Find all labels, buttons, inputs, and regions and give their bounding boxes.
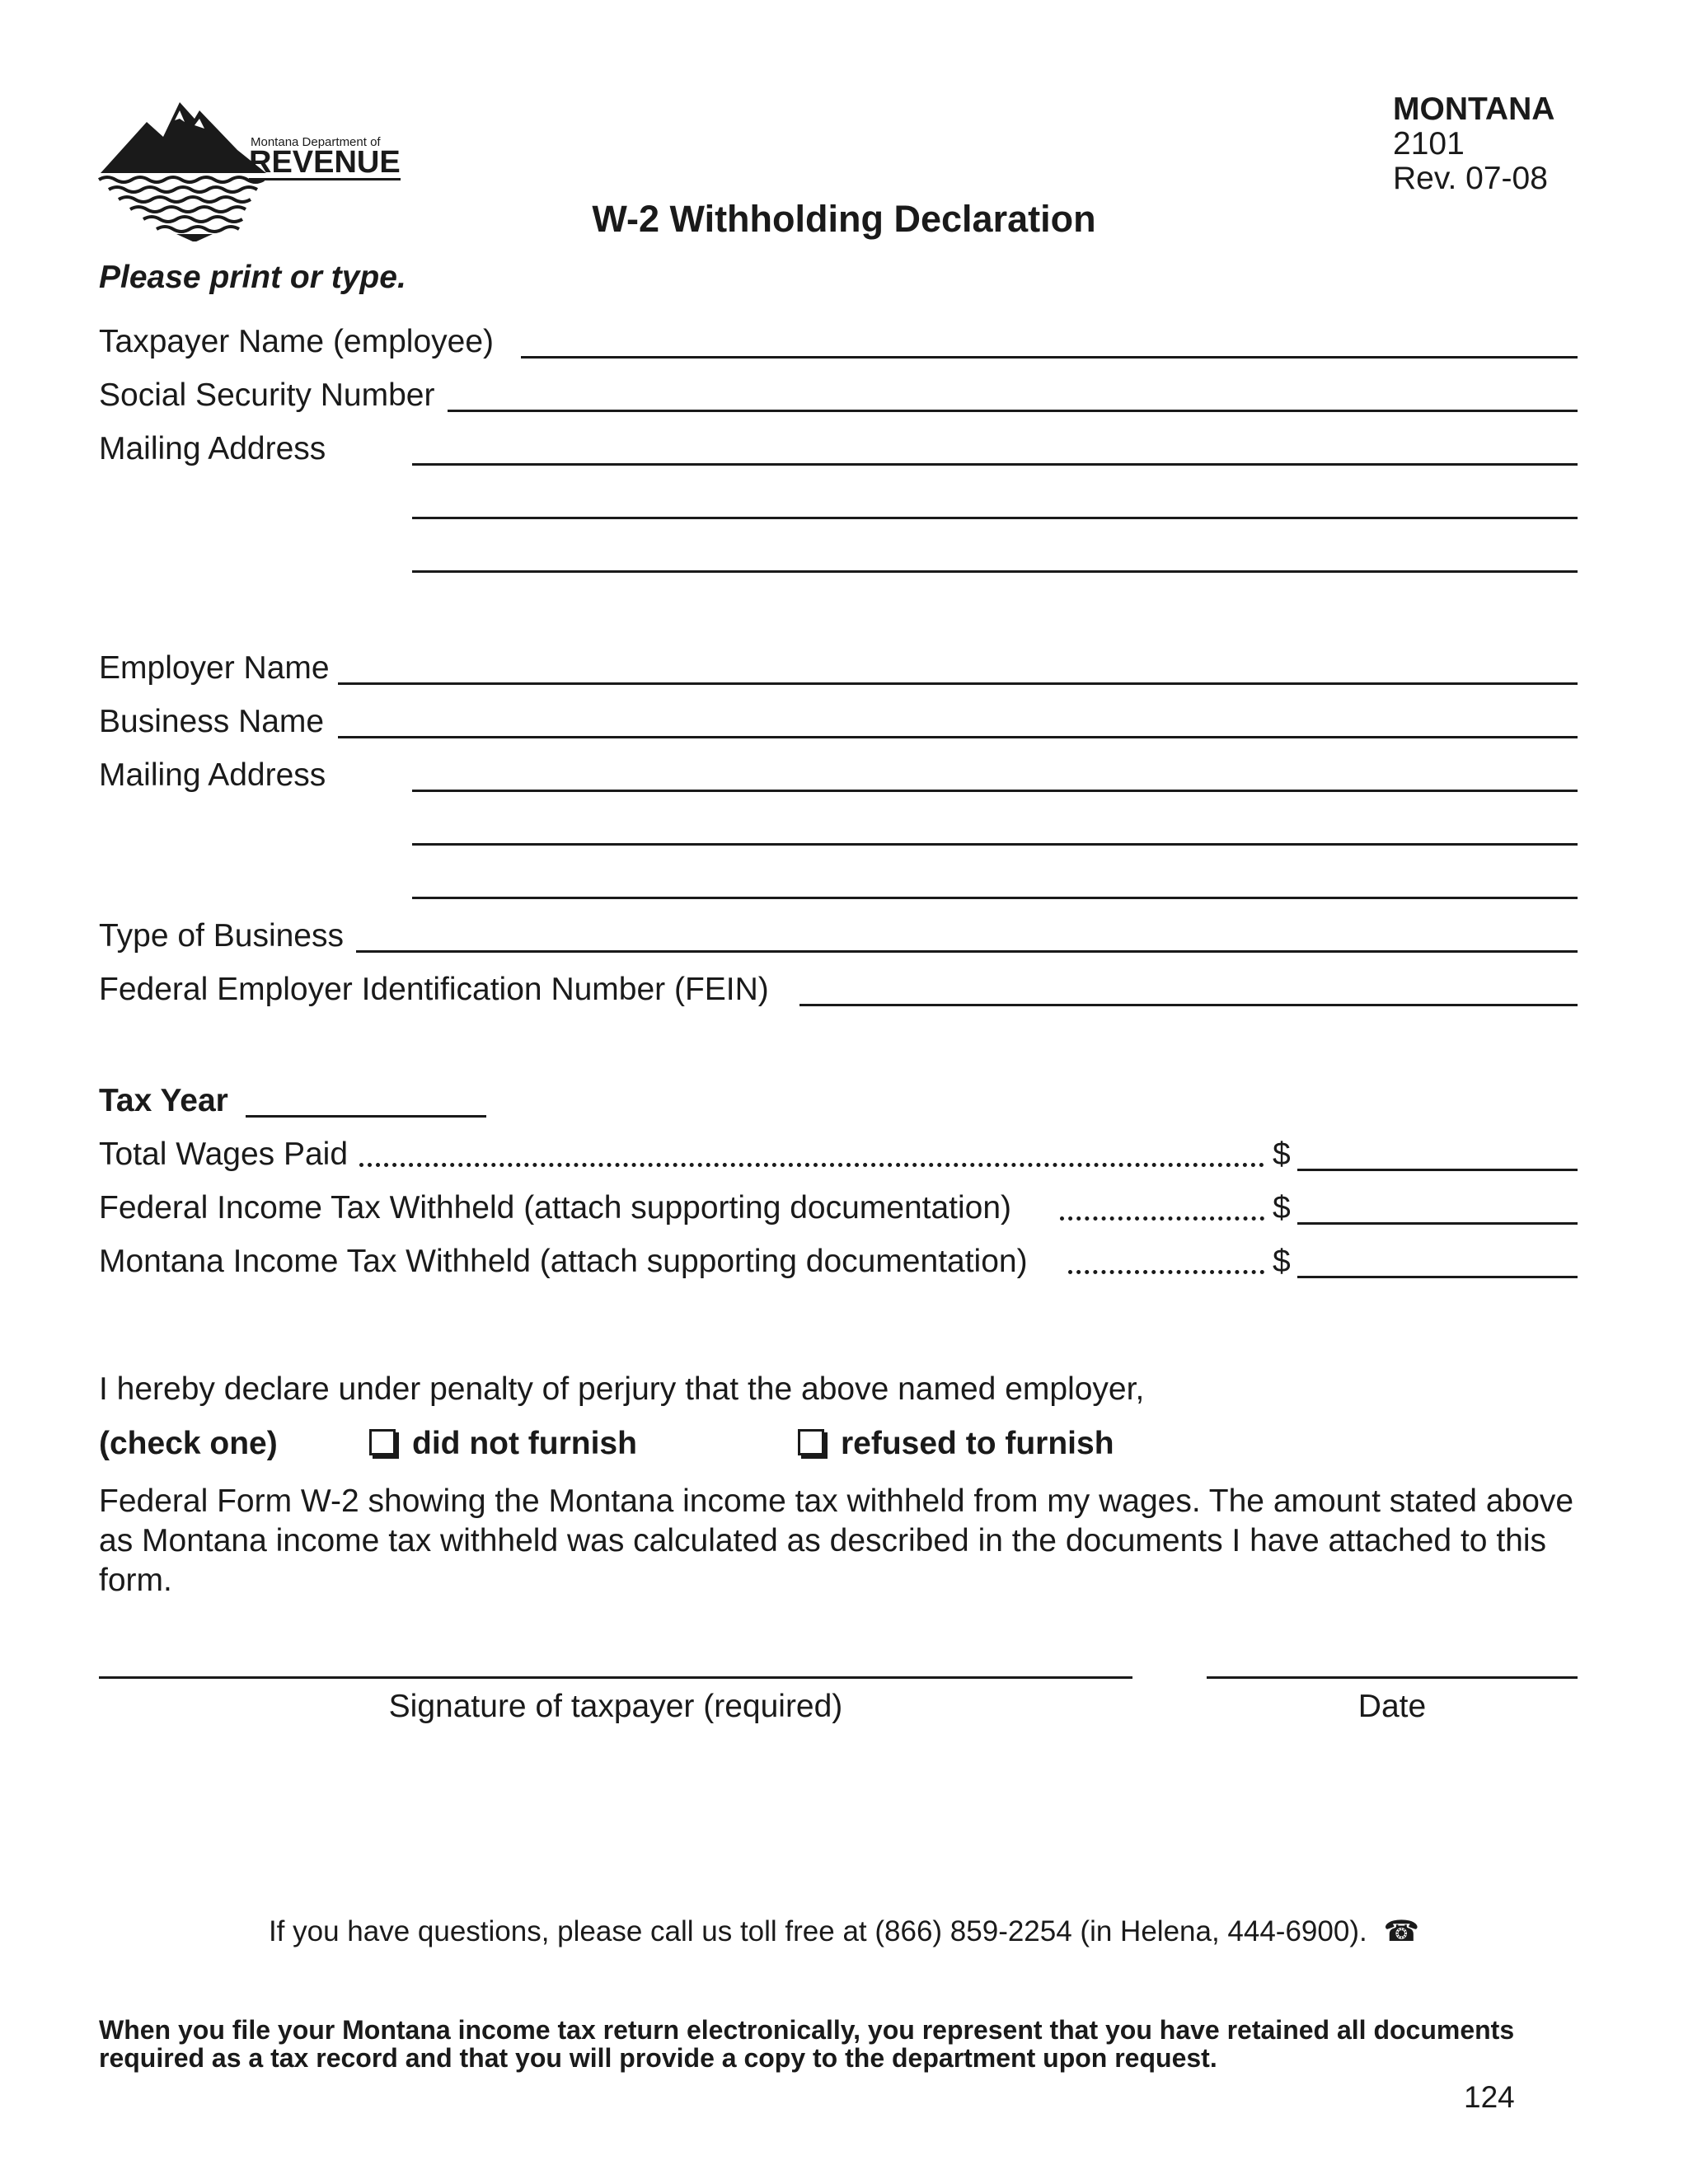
employer-address-line-2[interactable] bbox=[412, 843, 1578, 846]
form-title: W-2 Withholding Declaration bbox=[592, 198, 1096, 240]
fein-label: Federal Employer Identification Number (FEIN) bbox=[99, 972, 769, 1007]
taxpayer-address-line-1[interactable] bbox=[412, 463, 1578, 466]
currency-sign: $ bbox=[1273, 1190, 1291, 1226]
leader-dots bbox=[1068, 1270, 1264, 1274]
business-type-label: Type of Business bbox=[99, 918, 344, 954]
form-number: 2101 bbox=[1393, 126, 1465, 162]
taxpayer-address-label: Mailing Address bbox=[99, 431, 326, 466]
logo-big-text: REVENUE bbox=[249, 145, 401, 180]
taxpayer-name-field[interactable] bbox=[521, 356, 1578, 359]
date-field[interactable] bbox=[1207, 1676, 1578, 1679]
checkbox[interactable] bbox=[369, 1429, 396, 1455]
employer-address-label: Mailing Address bbox=[99, 757, 326, 793]
employer-name-label: Employer Name bbox=[99, 650, 330, 686]
total-wages-field[interactable] bbox=[1297, 1169, 1578, 1171]
fein-field[interactable] bbox=[799, 1004, 1578, 1006]
contact-text: If you have questions, please call us toll free at (866) 859-2254 (in Helena, 444-6900). bbox=[268, 1915, 1367, 1947]
montana-tax-label: Montana Income Tax Withheld (attach supporting documentation) bbox=[99, 1244, 1028, 1279]
declaration-body: Federal Form W-2 showing the Montana income tax withheld from my wages. The amount stated above as Montana income tax withheld was calculated as described in the documents I have attached to this form. bbox=[99, 1483, 1574, 1598]
signature-label: Signature of taxpayer (required) bbox=[388, 1689, 843, 1724]
leader-dots bbox=[359, 1163, 1264, 1167]
taxpayer-address-line-2[interactable] bbox=[412, 517, 1578, 519]
total-wages-label: Total Wages Paid bbox=[99, 1137, 349, 1172]
currency-sign: $ bbox=[1273, 1244, 1291, 1279]
taxpayer-address-line-3[interactable] bbox=[412, 570, 1578, 573]
employer-address-line-3[interactable] bbox=[412, 897, 1578, 899]
did-not-furnish-label: did not furnish bbox=[412, 1426, 637, 1461]
tax-year-label: Tax Year bbox=[99, 1083, 228, 1118]
form-revision: Rev. 07-08 bbox=[1393, 161, 1548, 196]
employer-address-line-1[interactable] bbox=[412, 790, 1578, 792]
refused-to-furnish-option[interactable] bbox=[798, 1425, 1114, 1463]
telephone-icon: ☎ bbox=[1383, 1915, 1420, 1947]
taxpayer-name-label: Taxpayer Name (employee) bbox=[99, 324, 495, 359]
contact-info bbox=[0, 1914, 1688, 1950]
page-number: 124 bbox=[1464, 2080, 1515, 2114]
business-type-field[interactable] bbox=[356, 950, 1578, 953]
form-identifier bbox=[1393, 92, 1554, 196]
footer-note: When you file your Montana income tax return electronically, you represent that you have retained all documents required as a tax record and that you will provide a copy to the department upon request. bbox=[99, 2015, 1515, 2073]
business-name-label: Business Name bbox=[99, 704, 325, 739]
print-instruction: Please print or type. bbox=[99, 260, 406, 295]
federal-tax-field[interactable] bbox=[1297, 1222, 1578, 1225]
checkbox[interactable] bbox=[798, 1429, 824, 1455]
logo-small-text: Montana Department of bbox=[251, 135, 381, 149]
business-name-field[interactable] bbox=[338, 736, 1578, 738]
did-not-furnish-option[interactable] bbox=[369, 1425, 637, 1463]
federal-tax-label: Federal Income Tax Withheld (attach supporting documentation) bbox=[99, 1190, 1012, 1226]
tax-year-field[interactable] bbox=[246, 1115, 486, 1118]
ssn-field[interactable] bbox=[448, 410, 1578, 412]
currency-sign: $ bbox=[1273, 1137, 1291, 1172]
signature-field[interactable] bbox=[99, 1676, 1132, 1679]
declaration-intro: I hereby declare under penalty of perjury that the above named employer, bbox=[99, 1371, 1145, 1407]
check-one-label: (check one) bbox=[99, 1426, 278, 1461]
date-label: Date bbox=[1357, 1689, 1427, 1724]
montana-tax-field[interactable] bbox=[1297, 1276, 1578, 1278]
ssn-label: Social Security Number bbox=[99, 377, 435, 413]
employer-name-field[interactable] bbox=[338, 682, 1578, 685]
form-state: MONTANA bbox=[1393, 91, 1555, 127]
leader-dots bbox=[1060, 1216, 1264, 1221]
refused-to-furnish-label: refused to furnish bbox=[841, 1426, 1114, 1461]
